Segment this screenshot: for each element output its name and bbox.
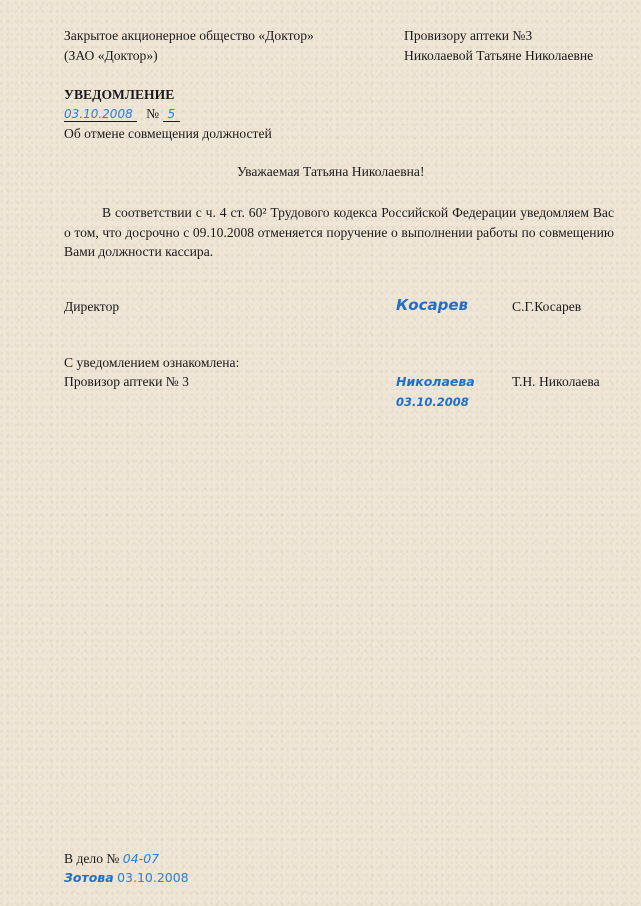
acknowledger-name: Т.Н. Николаева xyxy=(512,374,600,389)
addressee-name: Николаевой Татьяне Николаевне xyxy=(404,48,594,63)
document-subject: Об отмене совмещения должностей xyxy=(64,126,272,141)
organization-short-name: (ЗАО «Доктор») xyxy=(64,48,158,63)
clerk-handwritten-signature: Зотова xyxy=(64,870,114,885)
document-date-number xyxy=(64,106,180,122)
greeting: Уважаемая Татьяна Николаевна! xyxy=(237,164,425,179)
director-handwritten-signature: Косарев xyxy=(396,296,468,314)
addressee-position: Провизору аптеки №3 xyxy=(404,28,533,43)
number-label: № xyxy=(146,106,160,121)
filing-note xyxy=(64,851,159,867)
document-number: 5 xyxy=(163,107,181,122)
acknowledgement-label: С уведомлением ознакомлена: xyxy=(64,355,240,370)
document-date: 03.10.2008 xyxy=(64,107,137,122)
filing-signature xyxy=(64,870,189,886)
case-number: 04-07 xyxy=(122,851,160,866)
filing-label: В дело № xyxy=(64,851,120,866)
document-type: УВЕДОМЛЕНИЕ xyxy=(64,87,175,102)
body-paragraph: В соответствии с ч. 4 ст. 60² Трудового кодекса Российской Федерации уведомляем Вас о том, что досрочно с 09.10.2008 отменяется поручение о выполнении работы по совмещению Вами должности кассира. xyxy=(64,205,614,259)
filing-date: 03.10.2008 xyxy=(117,870,189,885)
signatory-name: С.Г.Косарев xyxy=(512,299,582,314)
organization-name: Закрытое акционерное общество «Доктор» xyxy=(64,28,314,43)
employee-handwritten-signature: Николаева xyxy=(396,374,475,389)
acknowledger-position: Провизор аптеки № 3 xyxy=(64,374,189,389)
acknowledgement-date: 03.10.2008 xyxy=(396,395,469,409)
signatory-position: Директор xyxy=(64,299,120,314)
